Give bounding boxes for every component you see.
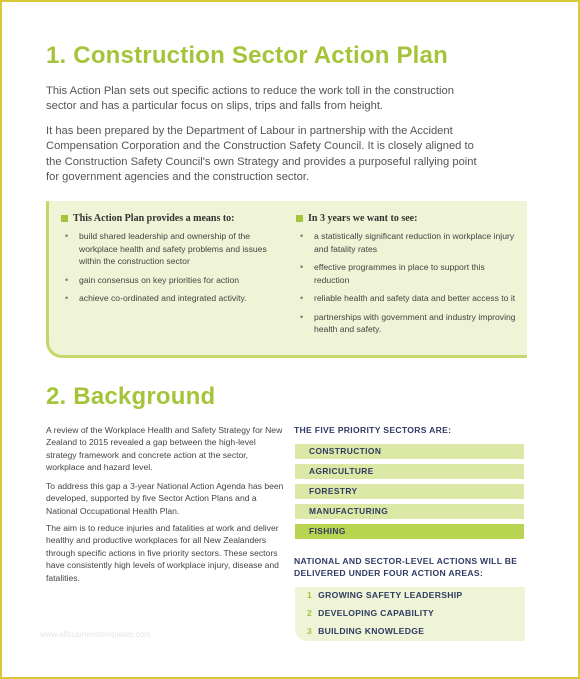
- bullet-icon: •: [65, 231, 69, 241]
- action-plan-box: [46, 201, 527, 358]
- goals-heading: In 3 years we want to see:: [296, 213, 521, 224]
- intro-p1-line: sector and has a particular focus on slips, trips and falls from height.: [46, 100, 384, 113]
- bullet-icon: •: [300, 311, 304, 322]
- action-areas-heading: NATIONAL AND SECTOR-LEVEL ACTIONS WILL BE DELIVERED UNDER FOUR ACTION AREAS:: [294, 556, 518, 579]
- sector-manufacturing: MANUFACTURING: [295, 504, 524, 519]
- bullet-icon: •: [300, 262, 304, 272]
- intro-p1-line: This Action Plan sets out specific actions to reduce the work toll in the construction: [46, 85, 454, 97]
- sector-forestry: FORESTRY: [295, 484, 524, 499]
- means-column: [61, 213, 281, 311]
- intro-p2-line: the Construction Safety Council's own Strategy and provides a purposeful rallying point: [46, 155, 477, 168]
- action-area-item: 2 DEVELOPING CAPABILITY: [307, 608, 435, 618]
- section-2-title: 2. Background: [46, 383, 216, 410]
- sector-construction: CONSTRUCTION: [295, 444, 524, 459]
- intro-p2-line: Compensation Corporation and the Construction Safety Council. It is closely aligned to: [46, 140, 474, 153]
- list-item: • build shared leadership and ownership of the workplace health and safety problems and issues within the construction sector: [65, 231, 267, 266]
- list-item: • effective programmes in place to support this reduction: [300, 262, 485, 285]
- watermark: www.allbusinesstemplates.com: [40, 630, 151, 639]
- bullet-icon: •: [300, 231, 304, 241]
- action-area-item: 1 GROWING SAFETY LEADERSHIP: [307, 590, 463, 600]
- list-item: • achieve co-ordinated and integrated activity.: [65, 293, 247, 303]
- list-item: • gain consensus on key priorities for action: [65, 274, 240, 285]
- bullet-icon: •: [65, 293, 69, 303]
- list-item: • reliable health and safety data and better access to it: [300, 293, 516, 303]
- bullet-icon: •: [300, 293, 304, 303]
- green-square-icon: [296, 215, 303, 222]
- goals-list: [296, 230, 521, 336]
- background-paragraph-1: A review of the Workplace Health and Safety Strategy for New Zealand to 2015 revealed a gap between the high-level strategy framework and concrete action at the sector, workplace and hazard level.: [46, 425, 283, 473]
- sector-agriculture: AGRICULTURE: [295, 464, 524, 479]
- list-item: • partnerships with government and industry improving health and safety.: [300, 311, 516, 334]
- bullet-icon: •: [65, 274, 69, 285]
- intro-p2-line: for government agencies and the construction sector.: [46, 171, 310, 184]
- sector-fishing: FISHING: [295, 524, 524, 539]
- background-paragraph-3: The aim is to reduce injuries and fatalities at work and deliver healthy and productive workplaces for all New Zealanders through specific actions in five priority sectors. These sectors have consistently high levels of workplace injury, disease and fatalities.: [46, 523, 279, 583]
- action-area-item: 3 BUILDING KNOWLEDGE: [307, 626, 425, 636]
- list-item: • a statistically significant reduction in workplace injury and fatality rates: [300, 231, 515, 254]
- means-list: [61, 230, 281, 305]
- intro-paragraph-2: [46, 124, 536, 186]
- priority-sectors-heading: THE FIVE PRIORITY SECTORS ARE:: [294, 425, 452, 435]
- background-paragraph-2: To address this gap a 3-year National Action Agenda has been developed, supported by five Sector Action Plans and a National Occupational Health Plan.: [46, 481, 284, 516]
- intro-paragraph-1: [46, 84, 536, 115]
- means-heading: This Action Plan provides a means to:: [61, 213, 281, 224]
- goals-column: [296, 213, 521, 342]
- intro-p2-line: It has been prepared by the Department of Labour in partnership with the Accident: [46, 125, 453, 137]
- section-1-title: 1. Construction Sector Action Plan: [46, 42, 448, 69]
- green-square-icon: [61, 215, 68, 222]
- action-areas-box: [295, 587, 525, 641]
